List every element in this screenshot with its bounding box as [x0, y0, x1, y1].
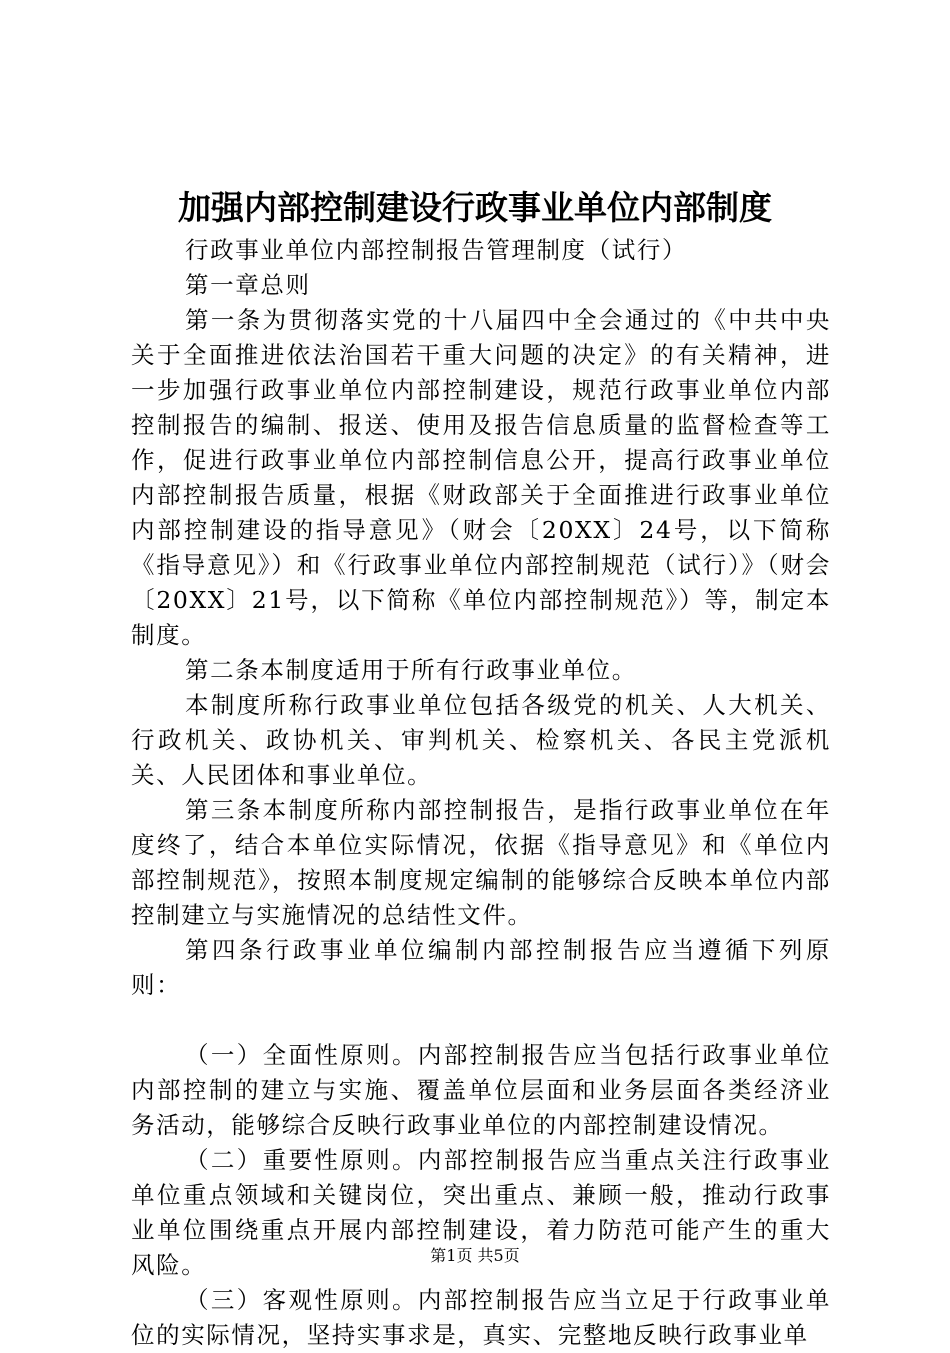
article-3-paragraph: 第三条本制度所称内部控制报告，是指行政事业单位在年度终了，结合本单位实际情况，依据《指导意见》和《单位内部控制规范》，按照本制度规定编制的能够综合反映本单位内部控制建立与实施情况的总结性文件。	[131, 796, 831, 929]
article-4-paragraph: 第四条行政事业单位编制内部控制报告应当遵循下列原则：	[131, 936, 831, 999]
document-title: 加强内部控制建设行政事业单位内部制度	[178, 188, 772, 227]
document-body	[131, 233, 831, 1353]
scope-paragraph: 本制度所称行政事业单位包括各级党的机关、人大机关、行政机关、政协机关、审判机关、检察机关、各民主党派机关、人民团体和事业单位。	[131, 691, 831, 789]
article-2-paragraph: 第二条本制度适用于所有行政事业单位。	[185, 656, 637, 684]
principle-2-paragraph: （二）重要性原则。内部控制报告应当重点关注行政事业单位重点领域和关键岗位，突出重点、兼顾一般，推动行政事业单位围绕重点开展内部控制建设，着力防范可能产生的重大风险。	[131, 1146, 831, 1279]
page-footer: 第1页 共5页	[430, 1246, 520, 1265]
principle-3-paragraph: （三）客观性原则。内部控制报告应当立足于行政事业单位的实际情况，坚持实事求是，真实、完整地反映行政事业单	[131, 1286, 831, 1349]
subtitle-paragraph: 行政事业单位内部控制报告管理制度（试行）	[185, 236, 688, 264]
chapter-heading: 第一章总则	[185, 271, 311, 299]
principle-1-paragraph: （一）全面性原则。内部控制报告应当包括行政事业单位内部控制的建立与实施、覆盖单位层面和业务层面各类经济业务活动，能够综合反映行政事业单位的内部控制建设情况。	[131, 1041, 831, 1139]
article-1-paragraph: 第一条为贯彻落实党的十八届四中全会通过的《中共中央关于全面推进依法治国若干重大问题的决定》的有关精神，进一步加强行政事业单位内部控制建设，规范行政事业单位内部控制报告的编制、报送、使用及报告信息质量的监督检查等工作，促进行政事业单位内部控制信息公开，提高行政事业单位内部控制报告质量，根据《财政部关于全面推进行政事业单位内部控制建设的指导意见》（财会〔20XX〕24号，以下简称《指导意见》）和《行政事业单位内部控制规范（试行）》（财会〔20XX〕21号，以下简称《单位内部控制规范》）等，制定本制度。	[131, 306, 831, 649]
